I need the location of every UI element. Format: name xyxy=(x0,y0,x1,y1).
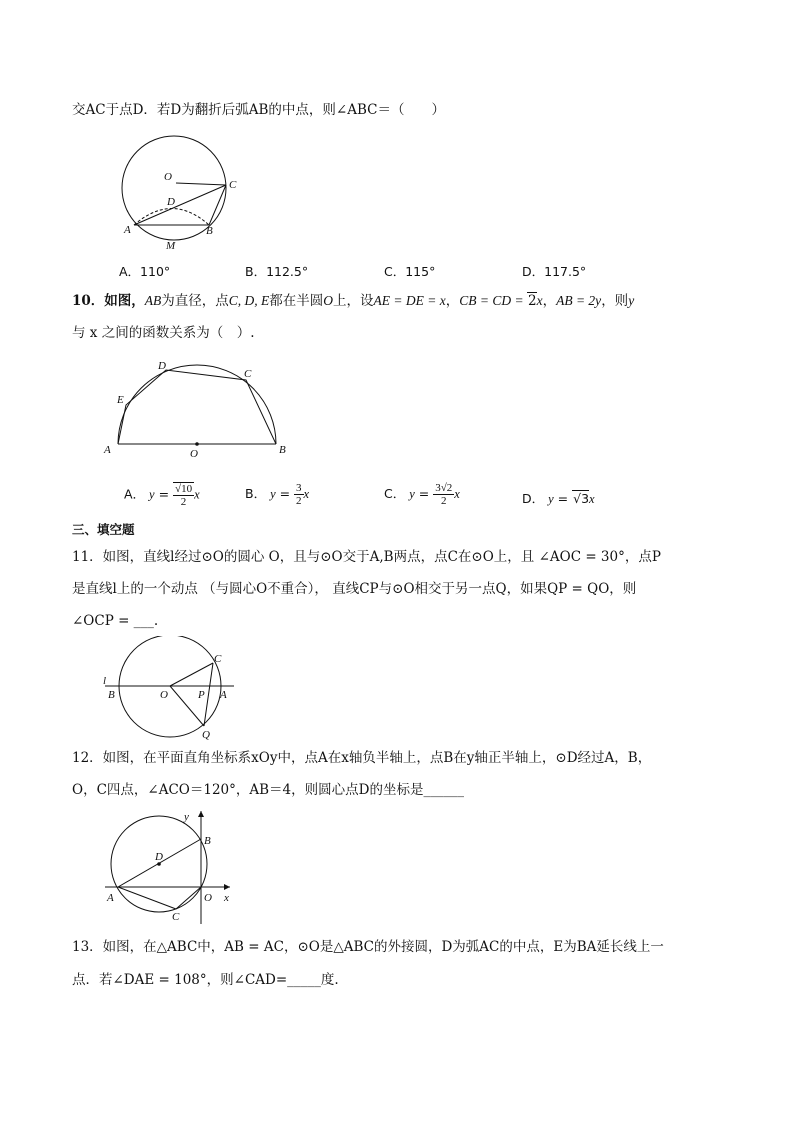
label-y: y xyxy=(184,811,189,823)
q12-figure xyxy=(100,806,240,924)
q12-line2: O，C四点，∠ACO＝120°，AB＝4，则圆心点D的坐标是______ xyxy=(72,782,464,798)
q9-option-a: A．110° xyxy=(119,264,171,279)
label-M: M xyxy=(166,240,176,252)
label-A: A xyxy=(220,689,227,701)
label-D: D xyxy=(167,196,175,208)
q9-stem: 交AC于点D．若D为翻折后弧AB的中点，则∠ABC＝（ ） xyxy=(72,102,445,118)
section-title-fill-in: 三、填空题 xyxy=(72,522,135,537)
label-B: B xyxy=(206,225,213,237)
q13-line2: 点．若∠DAE = 108°，则∠CAD=_____度. xyxy=(72,972,339,988)
q11-line1: 11．如图，直线l经过⊙O的圆心 O，且与⊙O交于A,B两点，点C在⊙O上，且 ∠AOC = 30°，点P xyxy=(72,549,661,565)
label-A: A xyxy=(124,224,131,236)
label-l: l xyxy=(103,675,107,687)
q10-line1: 10．如图，AB为直径，点C, D, E都在半圆O上，设AE = DE = x，CB = CD = 2x，AB = 2y，则y xyxy=(72,293,635,309)
label-x: x xyxy=(224,892,229,904)
label-O: O xyxy=(160,689,168,701)
label-O: O xyxy=(190,448,198,460)
label-O: O xyxy=(164,171,172,183)
q10-line2: 与 x 之间的函数关系为（ ）. xyxy=(72,325,255,341)
q9-option-c: C．115° xyxy=(384,264,436,279)
q12-line1: 12．如图，在平面直角坐标系xOy中，点A在x轴负半轴上，点B在y轴正半轴上，⊙D经过A，B， xyxy=(72,750,652,766)
q13-line1: 13．如图，在△ABC中，AB = AC，⊙O是△ABC的外接圆，D为弧AC的中点，E为BA延长线上一 xyxy=(72,939,664,955)
label-A: A xyxy=(104,444,111,456)
q10-option-d: D． y = √3x xyxy=(522,491,595,506)
q10-option-b: B． y = $\frac{3}{2}$ x xyxy=(245,482,310,507)
q9-figure xyxy=(108,130,258,255)
label-E: E xyxy=(117,394,124,406)
label-C: C xyxy=(214,653,222,665)
q11-figure xyxy=(100,636,240,741)
label-C: C xyxy=(244,368,252,380)
q10-option-a: A． y = $\frac{√10}{2}$ x xyxy=(124,483,200,508)
label-Q: Q xyxy=(202,729,210,741)
label-D: D xyxy=(158,360,166,372)
label-B: B xyxy=(279,444,286,456)
q9-option-d: D．117.5° xyxy=(522,264,587,279)
q9-option-b: B．112.5° xyxy=(245,264,309,279)
label-B: B xyxy=(204,835,211,847)
q11-line3: ∠OCP = ___. xyxy=(72,613,159,629)
q10-option-c: C． y = $\frac{3√2}{2}$ x xyxy=(384,482,460,507)
label-C: C xyxy=(172,911,180,923)
label-D: D xyxy=(155,851,163,863)
label-C: C xyxy=(229,179,237,191)
q11-line2: 是直线l上的一个动点 （与圆心O不重合）， 直线CP与⊙O相交于另一点Q，如果QP = QO，则 xyxy=(72,581,637,597)
q10-figure xyxy=(100,355,300,463)
label-O: O xyxy=(204,892,212,904)
label-B: B xyxy=(108,689,115,701)
label-A: A xyxy=(107,892,114,904)
label-P: P xyxy=(198,689,205,701)
